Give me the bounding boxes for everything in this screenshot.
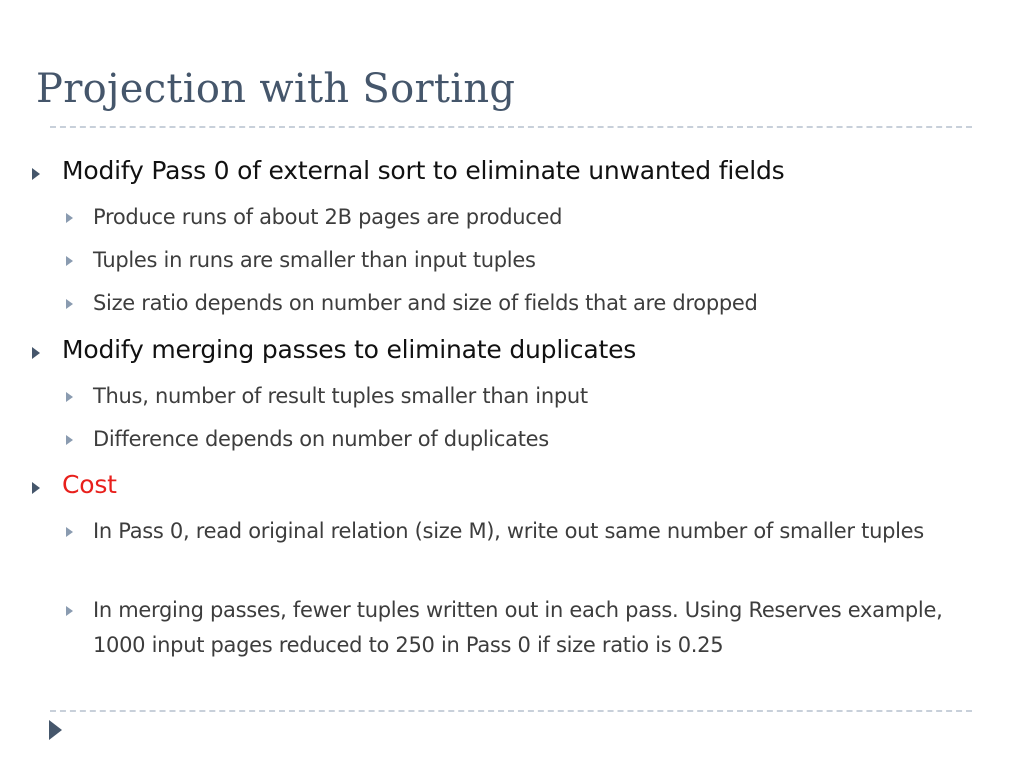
footer-triangle-icon bbox=[49, 720, 62, 740]
bullet-item: Modify merging passes to eliminate duplicates bbox=[62, 335, 637, 364]
subbullet-item: In Pass 0, read original relation (size M), write out same number of smaller tuples bbox=[93, 519, 924, 543]
subbullet-triangle-icon bbox=[66, 256, 73, 266]
bullet-triangle-icon bbox=[32, 347, 40, 359]
title-divider bbox=[50, 126, 972, 128]
footer-divider bbox=[50, 710, 972, 712]
subbullet-item: Size ratio depends on number and size of fields that are dropped bbox=[93, 291, 758, 315]
subbullet-triangle-icon bbox=[66, 435, 73, 445]
subbullet-item: Tuples in runs are smaller than input tuples bbox=[93, 248, 536, 272]
subbullet-triangle-icon bbox=[66, 606, 73, 616]
subbullet-item: Thus, number of result tuples smaller than input bbox=[93, 384, 588, 408]
subbullet-triangle-icon bbox=[66, 299, 73, 309]
subbullet-item: Produce runs of about 2B pages are produced bbox=[93, 205, 563, 229]
bullet-triangle-icon bbox=[32, 482, 40, 494]
bullet-item: Modify Pass 0 of external sort to eliminate unwanted fields bbox=[62, 156, 785, 185]
subbullet-item: In merging passes, fewer tuples written out in each pass. Using Reserves example, 1000 input pages reduced to 250 in Pass 0 if size ratio is 0.25 bbox=[93, 598, 943, 657]
slide-title: Projection with Sorting bbox=[36, 66, 516, 112]
subbullet-triangle-icon bbox=[66, 392, 73, 402]
bullet-item-cost: Cost bbox=[62, 470, 117, 499]
subbullet-triangle-icon bbox=[66, 213, 73, 223]
subbullet-triangle-icon bbox=[66, 527, 73, 537]
bullet-triangle-icon bbox=[32, 168, 40, 180]
subbullet-item: Difference depends on number of duplicates bbox=[93, 427, 549, 451]
